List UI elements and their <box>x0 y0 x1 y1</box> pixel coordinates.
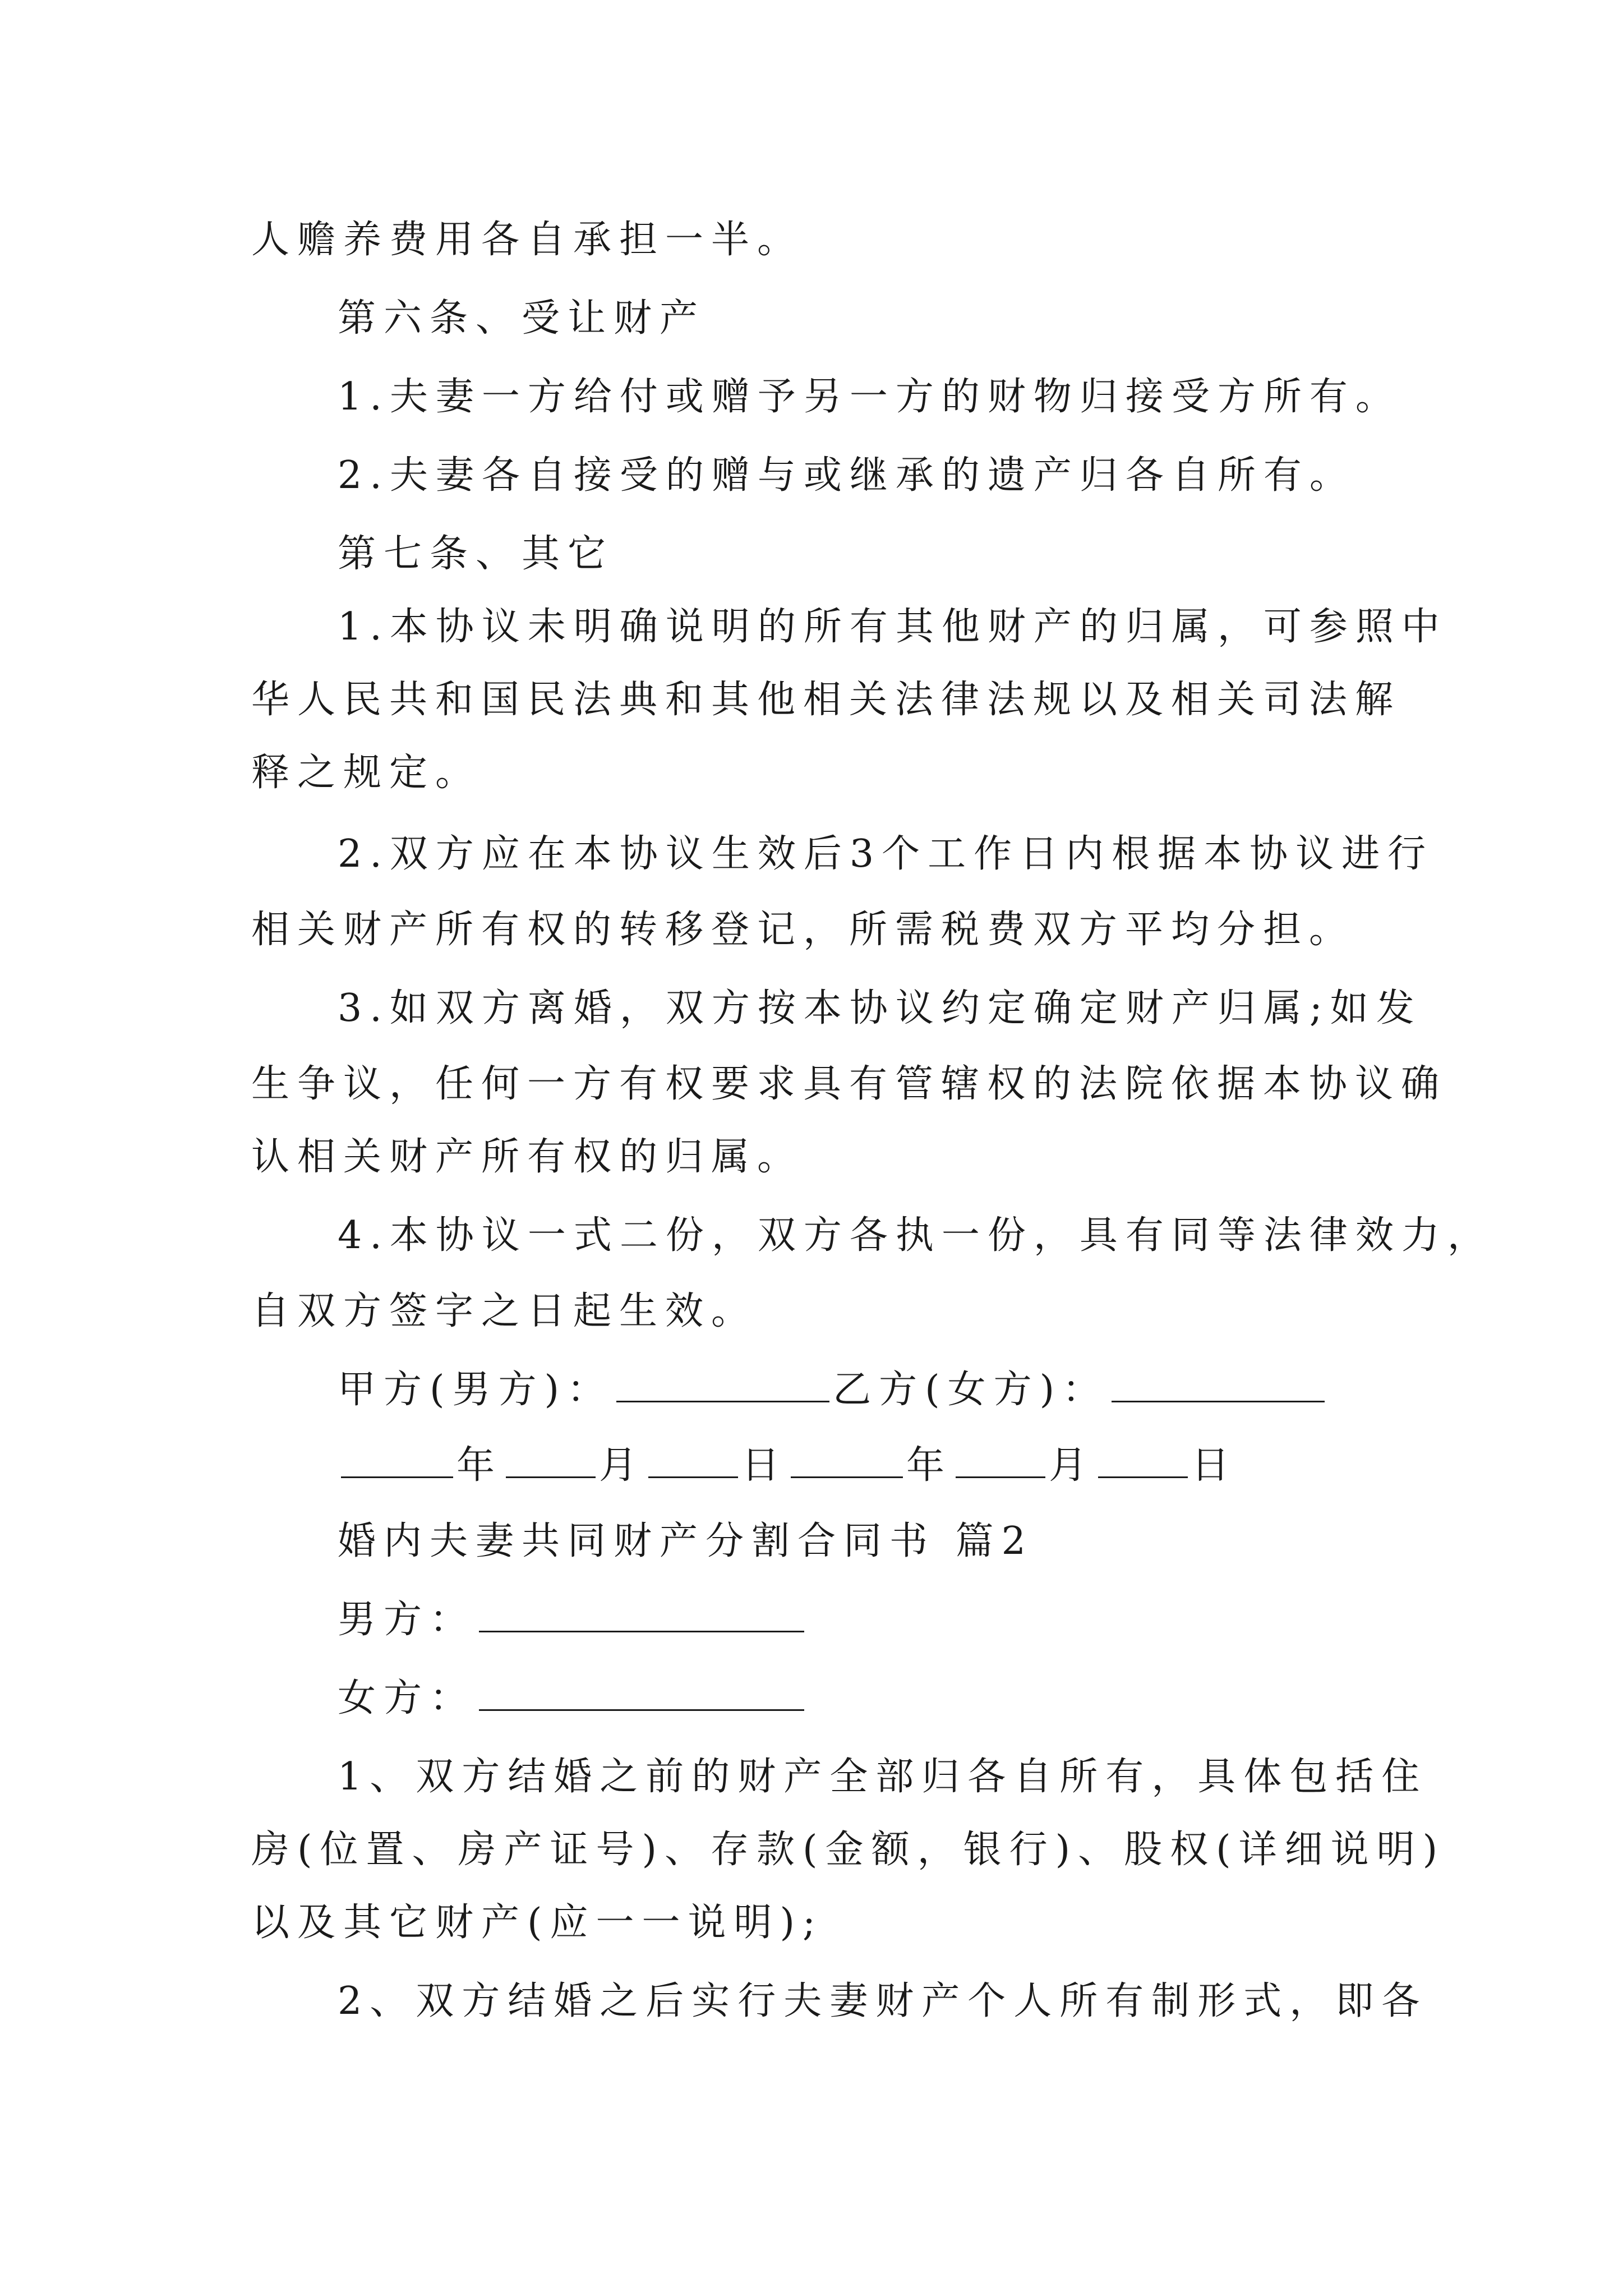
wife-label: 女方： <box>338 1676 476 1720</box>
paragraph-line: 相关财产所有权的转移登记，所需税费双方平均分担。 <box>251 908 1355 952</box>
article-heading: 第七条、其它 <box>338 532 614 576</box>
signature-line <box>338 1363 1328 1417</box>
paragraph-line: 2.双方应在本协议生效后3个工作日内根据本协议进行 <box>338 832 1434 876</box>
year-label: 年 <box>906 1443 953 1488</box>
paragraph-line: 2.夫妻各自接受的赠与或继承的遗产归各自所有。 <box>338 453 1355 498</box>
party-b-label: 乙方(女方)： <box>833 1368 1109 1412</box>
year-label: 年 <box>457 1443 503 1488</box>
day-label: 日 <box>1191 1443 1238 1488</box>
day-blank <box>648 1443 738 1478</box>
paragraph-line: 2、双方结婚之后实行夫妻财产个人所有制形式，即各 <box>338 1979 1428 2023</box>
paragraph-line: 1、双方结婚之前的财产全部归各自所有，具体包括住 <box>338 1755 1428 1799</box>
year-blank <box>341 1443 453 1478</box>
paragraph-line: 3.如双方离婚，双方按本协议约定确定财产归属;如发 <box>338 986 1422 1030</box>
month-label: 月 <box>1049 1443 1095 1488</box>
wife-blank <box>479 1676 804 1711</box>
article-heading: 第六条、受让财产 <box>338 296 706 341</box>
paragraph-line: 自双方签字之日起生效。 <box>251 1289 758 1333</box>
paragraph-line: 房(位置、房产证号)、存款(金额，银行)、股权(详细说明) <box>251 1828 1446 1872</box>
month-blank <box>506 1443 596 1478</box>
paragraph-line: 华人民共和国民法典和其他相关法律法规以及相关司法解 <box>251 678 1401 722</box>
paragraph-line: 人赡养费用各自承担一半。 <box>251 218 804 262</box>
paragraph-line: 认相关财产所有权的归属。 <box>251 1135 804 1179</box>
party-b-blank <box>1112 1367 1325 1402</box>
section-title: 婚内夫妻共同财产分割合同书 篇2 <box>338 1519 1034 1563</box>
year-blank <box>791 1443 903 1478</box>
paragraph-line: 释之规定。 <box>251 751 482 795</box>
husband-blank <box>479 1597 804 1632</box>
husband-label: 男方： <box>338 1598 476 1642</box>
party-a-label: 甲方(男方)： <box>338 1368 614 1412</box>
paragraph-line: 以及其它财产(应一一说明); <box>251 1901 823 1945</box>
day-label: 日 <box>741 1443 788 1488</box>
day-blank <box>1098 1443 1188 1478</box>
paragraph-line: 1.本协议未明确说明的所有其他财产的归属，可参照中 <box>338 605 1447 649</box>
paragraph-line: 生争议，任何一方有权要求具有管辖权的法院依据本协议确 <box>251 1062 1447 1106</box>
month-label: 月 <box>599 1443 645 1488</box>
month-blank <box>956 1443 1045 1478</box>
wife-line <box>338 1672 808 1726</box>
paragraph-line: 4.本协议一式二份，双方各执一份，具有同等法律效力， <box>338 1213 1493 1258</box>
husband-line <box>338 1593 808 1647</box>
party-a-blank <box>616 1367 829 1402</box>
paragraph-line: 1.夫妻一方给付或赠予另一方的财物归接受方所有。 <box>338 375 1401 419</box>
date-line <box>338 1439 1237 1493</box>
